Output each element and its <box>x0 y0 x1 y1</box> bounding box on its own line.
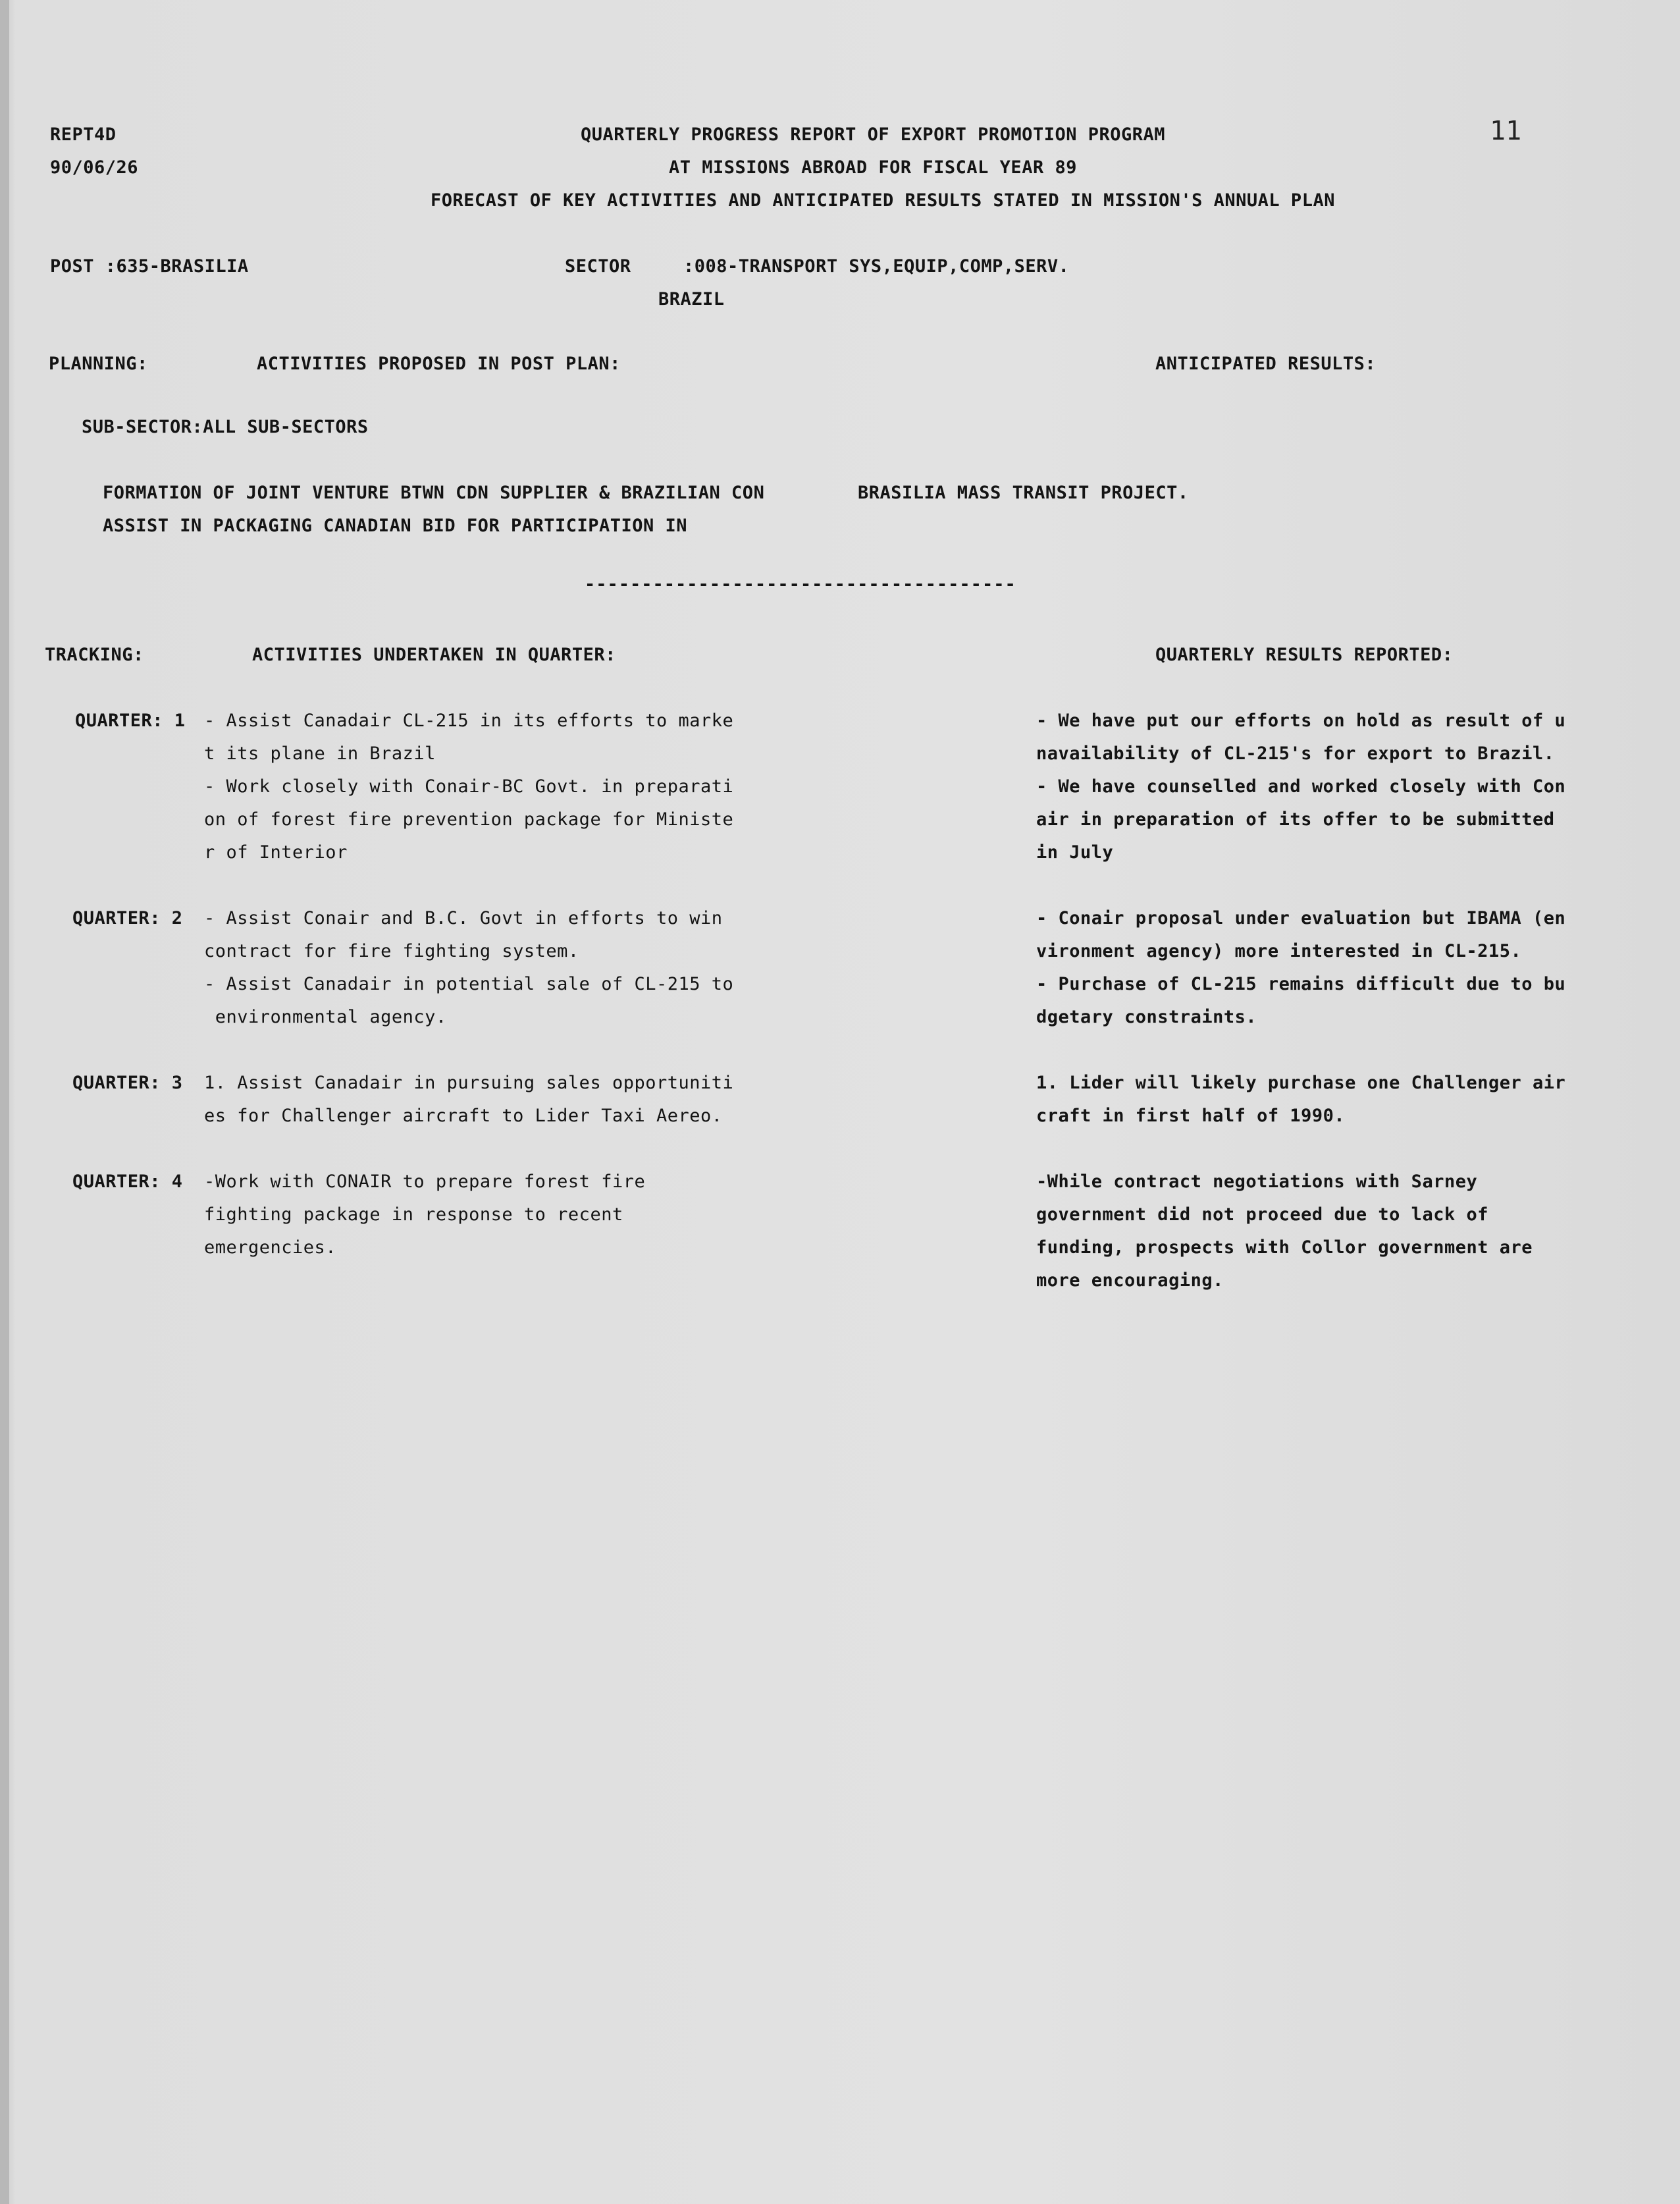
quarter-activity-line: on of forest fire prevention package for Ministe <box>204 809 734 830</box>
quarter-activity-line: emergencies. <box>204 1237 337 1258</box>
quarter-2-activities <box>204 902 733 1034</box>
planning-results-heading: ANTICIPATED RESULTS: <box>1155 354 1377 374</box>
page-number: 11 <box>1490 116 1522 146</box>
planning-result-line: BRASILIA MASS TRANSIT PROJECT. <box>858 483 1189 503</box>
report-date: 90/06/26 <box>50 157 139 178</box>
quarter-activity-line: - Assist Canadair in potential sale of CL-215 to <box>204 974 734 994</box>
planning-activity-line: ASSIST IN PACKAGING CANADIAN BID FOR PARTICIPATION IN <box>103 516 688 536</box>
tracking-results-heading: QUARTERLY RESULTS REPORTED: <box>1155 645 1454 665</box>
quarter-1-label: QUARTER: 1 <box>75 711 186 731</box>
quarter-activity-line: - Work closely with Conair-BC Govt. in preparati <box>204 776 734 797</box>
quarter-activity-line: contract for fire fighting system. <box>204 941 579 961</box>
page-edge-shadow <box>0 0 9 2204</box>
planning-activities-heading: ACTIVITIES PROPOSED IN POST PLAN: <box>257 354 621 374</box>
quarter-activity-line: r of Interior <box>204 842 348 863</box>
quarter-result-line: - We have put our efforts on hold as result of u <box>1036 711 1566 731</box>
quarter-1-activities <box>204 705 733 869</box>
quarter-activity-line: es for Challenger aircraft to Lider Taxi Aereo. <box>204 1106 723 1126</box>
quarter-activity-line: environmental agency. <box>204 1007 447 1027</box>
quarter-result-line: - Purchase of CL-215 remains difficult due to bu <box>1036 974 1566 994</box>
quarter-activity-line: 1. Assist Canadair in pursuing sales opportuniti <box>204 1073 734 1093</box>
report-title-line-1: QUARTERLY PROGRESS REPORT OF EXPORT PROMOTION PROGRAM <box>580 124 1166 145</box>
report-title-line-2: AT MISSIONS ABROAD FOR FISCAL YEAR 89 <box>669 157 1077 178</box>
planning-results <box>858 477 1189 510</box>
sector-label: SECTOR <box>565 256 631 277</box>
report-code: REPT4D <box>50 124 117 145</box>
quarter-result-line: dgetary constraints. <box>1036 1007 1257 1027</box>
quarter-result-line: more encouraging. <box>1036 1270 1224 1291</box>
quarter-result-line: vironment agency) more interested in CL-215. <box>1036 941 1522 961</box>
post-label: POST :635-BRASILIA <box>50 256 249 277</box>
quarter-result-line: in July <box>1036 842 1114 863</box>
quarter-4-activities <box>204 1166 645 1264</box>
quarter-result-line: 1. Lider will likely purchase one Challenger air <box>1036 1073 1566 1093</box>
quarter-result-line: -While contract negotiations with Sarney <box>1036 1171 1478 1192</box>
quarter-activity-line: - Assist Conair and B.C. Govt in efforts to win <box>204 908 723 928</box>
quarter-activity-line: -Work with CONAIR to prepare forest fire <box>204 1171 646 1192</box>
quarter-result-line: navailability of CL-215's for export to Brazil. <box>1036 743 1555 764</box>
sector-value: :008-TRANSPORT SYS,EQUIP,COMP,SERV. <box>683 256 1070 277</box>
quarter-result-line: government did not proceed due to lack of <box>1036 1204 1488 1225</box>
quarter-3-label: QUARTER: 3 <box>72 1073 183 1093</box>
quarter-3-activities <box>204 1067 733 1133</box>
quarter-2-results <box>1036 902 1565 1034</box>
country: BRAZIL <box>658 289 725 309</box>
subsector: SUB-SECTOR:ALL SUB-SECTORS <box>82 417 369 437</box>
quarter-result-line: - We have counselled and worked closely with Con <box>1036 776 1566 797</box>
quarter-4-label: QUARTER: 4 <box>72 1171 183 1192</box>
planning-activity-line: FORMATION OF JOINT VENTURE BTWN CDN SUPPLIER & BRAZILIAN CON <box>103 483 765 503</box>
planning-label: PLANNING: <box>49 354 148 374</box>
report-title-line-3: FORECAST OF KEY ACTIVITIES AND ANTICIPATED RESULTS STATED IN MISSION'S ANNUAL PLAN <box>431 190 1335 211</box>
quarter-activity-line: fighting package in response to recent <box>204 1204 623 1225</box>
quarter-2-label: QUARTER: 2 <box>72 908 183 928</box>
quarter-activity-line: t its plane in Brazil <box>204 743 436 764</box>
tracking-activities-heading: ACTIVITIES UNDERTAKEN IN QUARTER: <box>252 645 616 665</box>
tracking-label: TRACKING: <box>45 645 144 665</box>
quarter-4-results <box>1036 1166 1533 1297</box>
quarter-result-line: - Conair proposal under evaluation but IBAMA (en <box>1036 908 1566 928</box>
planning-activities <box>103 477 764 543</box>
quarter-1-results <box>1036 705 1565 869</box>
quarter-result-line: craft in first half of 1990. <box>1036 1106 1346 1126</box>
quarter-3-results <box>1036 1067 1565 1133</box>
quarter-result-line: air in preparation of its offer to be submitted <box>1036 809 1555 830</box>
quarter-activity-line: - Assist Canadair CL-215 in its efforts to marke <box>204 711 734 731</box>
quarter-result-line: funding, prospects with Collor government are <box>1036 1237 1533 1258</box>
section-divider: -------------------------------------- <box>585 574 1016 595</box>
